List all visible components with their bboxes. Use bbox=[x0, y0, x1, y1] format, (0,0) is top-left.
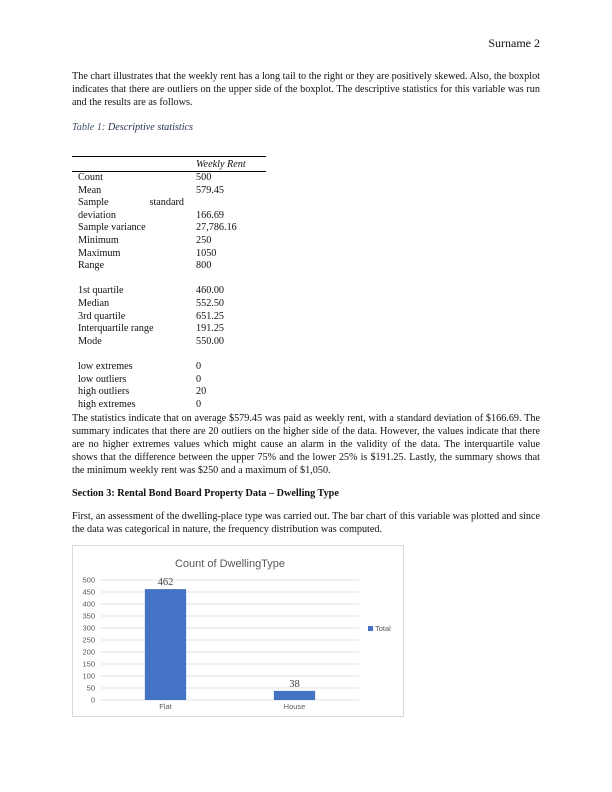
blank-header-cell bbox=[72, 157, 190, 172]
sd-label-part: Sample bbox=[78, 197, 109, 209]
y-tick-label: 350 bbox=[82, 611, 95, 621]
caption-label: Table 1: bbox=[72, 122, 106, 133]
row-label: Median bbox=[78, 297, 110, 309]
row-value: 800 bbox=[196, 260, 212, 272]
table-row bbox=[72, 399, 266, 412]
row-label: high extremes bbox=[78, 398, 136, 410]
row-label: Count bbox=[78, 172, 103, 183]
bar-house bbox=[274, 691, 315, 700]
row-value: 166.69 bbox=[196, 209, 225, 221]
row-value: 0 bbox=[196, 398, 202, 410]
row-label: deviation bbox=[78, 209, 116, 221]
descriptive-stats-table bbox=[72, 156, 266, 411]
table-row bbox=[72, 285, 266, 298]
table-row bbox=[72, 197, 266, 210]
row-value: 250 bbox=[196, 234, 212, 246]
table-row bbox=[72, 260, 266, 273]
table-row bbox=[72, 172, 266, 185]
row-value: 651.25 bbox=[196, 310, 225, 322]
sd-label-part: standard bbox=[149, 197, 184, 209]
table-row bbox=[72, 222, 266, 235]
row-label: 1st quartile bbox=[78, 285, 124, 297]
table-row bbox=[72, 374, 266, 387]
row-label: high outliers bbox=[78, 386, 130, 398]
row-label: low extremes bbox=[78, 360, 133, 372]
row-label: Mode bbox=[78, 335, 102, 347]
y-tick-label: 250 bbox=[82, 635, 95, 645]
y-tick-label: 150 bbox=[82, 659, 95, 669]
row-value: 0 bbox=[196, 360, 202, 372]
spacer-row bbox=[72, 273, 266, 286]
bar-flat bbox=[145, 589, 186, 700]
row-label: low outliers bbox=[78, 373, 127, 385]
dwelling-type-chart bbox=[72, 545, 404, 717]
table-row bbox=[72, 298, 266, 311]
bar-chart-svg bbox=[73, 546, 403, 716]
row-label bbox=[72, 197, 190, 210]
row-label: Sample variance bbox=[78, 222, 146, 234]
row-label: Range bbox=[78, 260, 105, 272]
y-tick-label: 50 bbox=[86, 683, 95, 693]
chart-title: Count of DwellingType bbox=[174, 558, 286, 570]
row-value: 191.25 bbox=[196, 323, 225, 335]
row-value: 460.00 bbox=[196, 285, 225, 297]
y-tick-label: 450 bbox=[82, 587, 95, 597]
row-label: Minimum bbox=[78, 234, 119, 246]
row-value: 27,786.16 bbox=[196, 222, 237, 234]
spacer-row bbox=[72, 348, 266, 361]
row-label: Maximum bbox=[78, 247, 121, 259]
row-value: 0 bbox=[196, 373, 202, 385]
section-heading: Section 3: Rental Bond Board Property Data – Dwelling Type bbox=[72, 488, 339, 499]
x-tick-label: Flat bbox=[159, 702, 172, 711]
x-tick-label: House bbox=[283, 702, 306, 711]
row-value: 20 bbox=[196, 386, 207, 398]
y-tick-label: 500 bbox=[82, 575, 95, 585]
row-value: 550.00 bbox=[196, 335, 225, 347]
legend-label: Total bbox=[375, 624, 391, 633]
row-value: 1050 bbox=[196, 247, 217, 259]
y-tick-label: 300 bbox=[82, 623, 95, 633]
table-row bbox=[72, 336, 266, 349]
bar-data-label: 38 bbox=[289, 678, 300, 690]
table-row bbox=[72, 210, 266, 223]
legend-swatch bbox=[368, 626, 373, 631]
row-label: 3rd quartile bbox=[78, 310, 126, 322]
table-row bbox=[72, 323, 266, 336]
caption-text: Descriptive statistics bbox=[105, 122, 194, 133]
bar-data-label: 462 bbox=[157, 577, 174, 589]
table-row bbox=[72, 361, 266, 374]
row-value bbox=[190, 197, 266, 210]
table-row bbox=[72, 185, 266, 198]
row-value: 579.45 bbox=[196, 184, 225, 196]
section-intro-paragraph: First, an assessment of the dwelling-place type was carried out. The bar chart of this variable was plotted and since the data was categorical in nature, the frequency distribution was computed. bbox=[72, 511, 541, 535]
y-tick-label: 400 bbox=[82, 599, 95, 609]
y-tick-label: 200 bbox=[82, 647, 95, 657]
table-row bbox=[72, 235, 266, 248]
table-row bbox=[72, 386, 266, 399]
row-value: 500 bbox=[196, 172, 212, 183]
summary-paragraph: The statistics indicate that on average $579.45 was paid as weekly rent, with a standard deviation of $166.69. The summary indicates that there are 20 outliers on the higher side of the data. However, the values indicate that there are no higher extremes values which might cause an alarm in the validity of the data. The interquartile value shows that the difference between the upper 75% and the lower 25% is $191.25. Lastly, the summary shows that the minimum weekly rent was $250 and a maximum of $1,050. bbox=[72, 413, 540, 476]
y-tick-label: 100 bbox=[82, 671, 95, 681]
page-header: Surname 2 bbox=[488, 36, 540, 50]
row-label: Mean bbox=[78, 184, 102, 196]
table-row bbox=[72, 311, 266, 324]
table-caption bbox=[72, 122, 193, 133]
y-tick-label: 0 bbox=[90, 695, 95, 705]
table-row bbox=[72, 248, 266, 261]
row-label: Interquartile range bbox=[78, 323, 154, 335]
intro-paragraph: The chart illustrates that the weekly rent has a long tail to the right or they are positively skewed. Also, the boxplot indicates that there are outliers on the upper side of the boxplot. The descriptive statistics for this variable was run and the results are as follows. bbox=[72, 71, 540, 108]
column-header: Weekly Rent bbox=[190, 157, 266, 172]
row-value: 552.50 bbox=[196, 297, 225, 309]
